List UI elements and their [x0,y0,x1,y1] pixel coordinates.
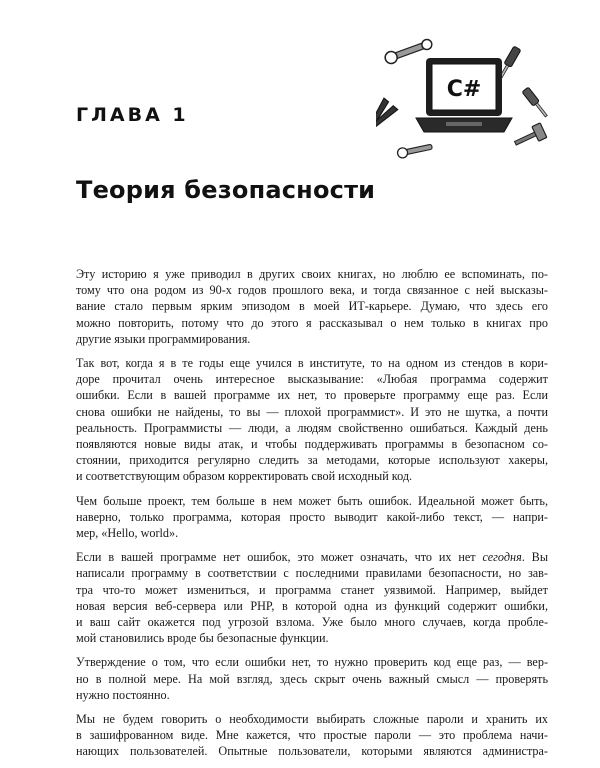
text-line: нужно постоянно. [76,687,170,702]
screen-label: C# [446,77,482,102]
text-line: стоянии, приходится регулярно следить за методами, которые используют хакеры, [76,453,548,468]
text-line: мер, «Hello, world». [76,526,179,541]
text-line: новая версия веб-сервера или PHP, в которой одна из функций содержит ошибки, [76,598,548,613]
text-line: Мы не будем говорить о необходимости выбирать сложные пароли и хранить их [76,712,548,727]
paragraph [76,549,548,646]
text-line: вание стало первым ярким эпизодом в моей ИТ-карьере. Думаю, что здесь его [76,299,548,314]
text-line: мой становились вроде бы безопасные функции. [76,631,329,646]
text-line: но в полной мере. На мой взгляд, здесь скрыт очень важный смысл — проверять [76,671,548,686]
text-line: Утверждение о том, что если ошибки нет, то нужно проверить код еще раз, — вер- [76,655,548,670]
text-line: другие языки программирования. [76,331,251,346]
text-line: снова ошибки не найдены, то вы — плохой программист». И это не шутка, а почти [76,404,548,419]
laptop-icon [416,58,512,132]
text-line: наверно, только программа, которая просто выводит какой-либо текст, — напри- [76,509,548,524]
text-line: Чем больше проект, тем больше в нем может быть ошибок. Идеальной может быть, [76,493,548,508]
paragraph [76,654,548,703]
screwdriver-icon-2 [522,87,549,119]
text-line: тра что-то может измениться, и программа станет уязвимой. Например, выйдет [76,582,548,597]
text-line: тому что она родом из 90-х годов прошлого века, и тогда связанное с ней высказы- [76,283,548,298]
paragraph [76,711,548,760]
text-line: нающих пользователей. Опытные пользователи, которыми являются администра- [76,744,548,759]
text-line: написали программу в соответствии с последними правилами безопасности, но зав- [76,566,548,581]
text-line: ошибки. Если в вашей программе их нет, то проверьте программу еще раз. Если [76,388,548,403]
body-text [76,266,548,768]
text-line: доре прочитал очень интересное высказывание: «Любая программа содержит [76,372,548,387]
paragraph [76,355,548,485]
pliers-icon [376,98,398,142]
text-line: и соответствующим образом корректировать свой исходный код. [76,469,413,484]
text-segment: Если в вашей программе нет ошибок, это может означать, что их нет [76,550,476,565]
paragraph [76,493,548,542]
text-line: можно повторить, потому что до этого я рассказывал о нем только в книгах про [76,315,548,330]
text-line: появляются новые виды атак, и чтобы поддерживать программы в безопасном со- [76,437,548,452]
laptop-tools-icon [376,36,552,168]
chapter-illustration [376,36,552,168]
hammer-icon [512,123,547,151]
wrench-icon [383,37,433,65]
text-line: и ваш сайт окажется под угрозой взлома. Уже было много случаев, когда пробле- [76,615,548,630]
wrench-icon-2 [397,142,433,159]
paragraph [76,266,548,347]
text-line: Эту историю я уже приводил в других своих книгах, но люблю ее вспоминать, по- [76,267,548,281]
emphasis: сегодня [482,550,522,565]
text-line: Так вот, когда я в те годы еще учился в институте, то на одном из стендов в кори- [76,356,548,371]
text-line: в зашифрованном виде. Мне кажется, что простые пароли — это проблема начи- [76,728,548,743]
text-line-with-emphasis [76,549,548,565]
text-segment: . Вы [521,550,549,565]
text-line: реальность. Программисты — люди, а людям свойственно ошибаться. Каждый день [76,420,548,435]
chapter-number: ГЛАВА 1 [76,104,189,126]
chapter-title: Теория безопасности [76,176,376,204]
